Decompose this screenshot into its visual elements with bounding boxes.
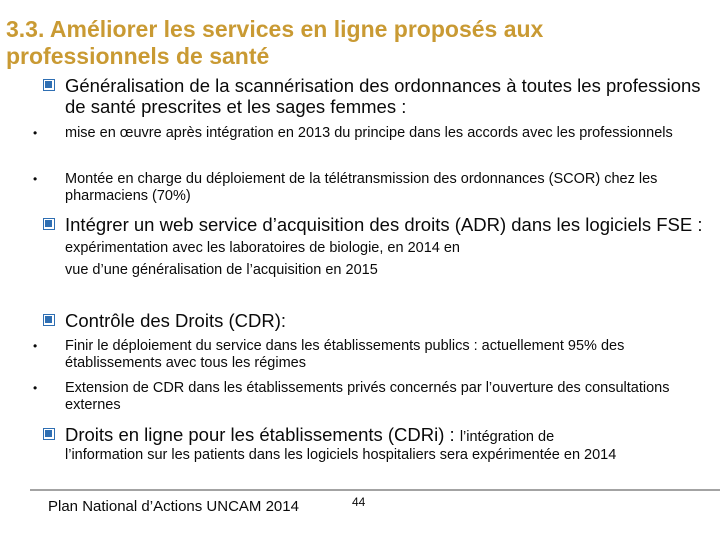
section-cdr xyxy=(43,310,703,331)
bullet-item xyxy=(33,125,693,142)
section-adr xyxy=(43,214,703,259)
section-continuation: l’information sur les patients dans les logiciels hospitaliers sera expérimentée en 2014 xyxy=(65,447,617,463)
bullet-text: mise en œuvre après intégration en 2013 du principe dans les accords avec les professionnels xyxy=(65,125,673,141)
section-heading: Intégrer un web service d’acquisition des droits (ADR) dans les logiciels FSE : xyxy=(65,214,703,235)
section-heading-detail: expérimentation avec les laboratoires de biologie, en 2014 en xyxy=(65,240,460,256)
section-heading: Généralisation de la scannérisation des ordonnances à toutes les professions de santé prescrites et les sages femmes : xyxy=(65,75,701,117)
footer-divider xyxy=(30,489,720,491)
section-heading: Droits en ligne pour les établissements (CDRi) : xyxy=(65,424,455,445)
section-continuation: vue d’une généralisation de l’acquisition en 2015 xyxy=(65,262,378,278)
section-scannerisation xyxy=(43,75,703,117)
bullet-item xyxy=(33,171,693,205)
bullet-text: Extension de CDR dans les établissements privés concernés par l’ouverture des consultations externes xyxy=(65,380,670,413)
bullet-dot-icon: • xyxy=(33,381,38,395)
bullet-item xyxy=(33,338,693,372)
bullet-text: Montée en charge du déploiement de la télétransmission des ordonnances (SCOR) chez les pharmaciens (70%) xyxy=(65,171,658,204)
checkbox-bullet-icon xyxy=(43,428,55,440)
checkbox-bullet-icon xyxy=(43,218,55,230)
section-heading-detail: l’intégration de xyxy=(459,429,555,445)
checkbox-bullet-icon xyxy=(43,79,55,91)
bullet-dot-icon: • xyxy=(33,339,38,353)
section-heading: Contrôle des Droits (CDR): xyxy=(65,310,287,331)
slide-title: 3.3. Améliorer les services en ligne proposés aux professionnels de santé xyxy=(6,16,544,69)
footer-text: Plan National d’Actions UNCAM 2014 xyxy=(48,498,299,515)
checkbox-bullet-icon xyxy=(43,314,55,326)
page-number: 44 xyxy=(352,495,366,509)
bullet-text: Finir le déploiement du service dans les établissements publics : actuellement 95% des établissements avec tous les régimes xyxy=(65,338,625,371)
section-cdri xyxy=(43,424,703,448)
bullet-dot-icon: • xyxy=(33,172,38,186)
bullet-item xyxy=(33,380,693,414)
bullet-dot-icon: • xyxy=(33,126,38,140)
